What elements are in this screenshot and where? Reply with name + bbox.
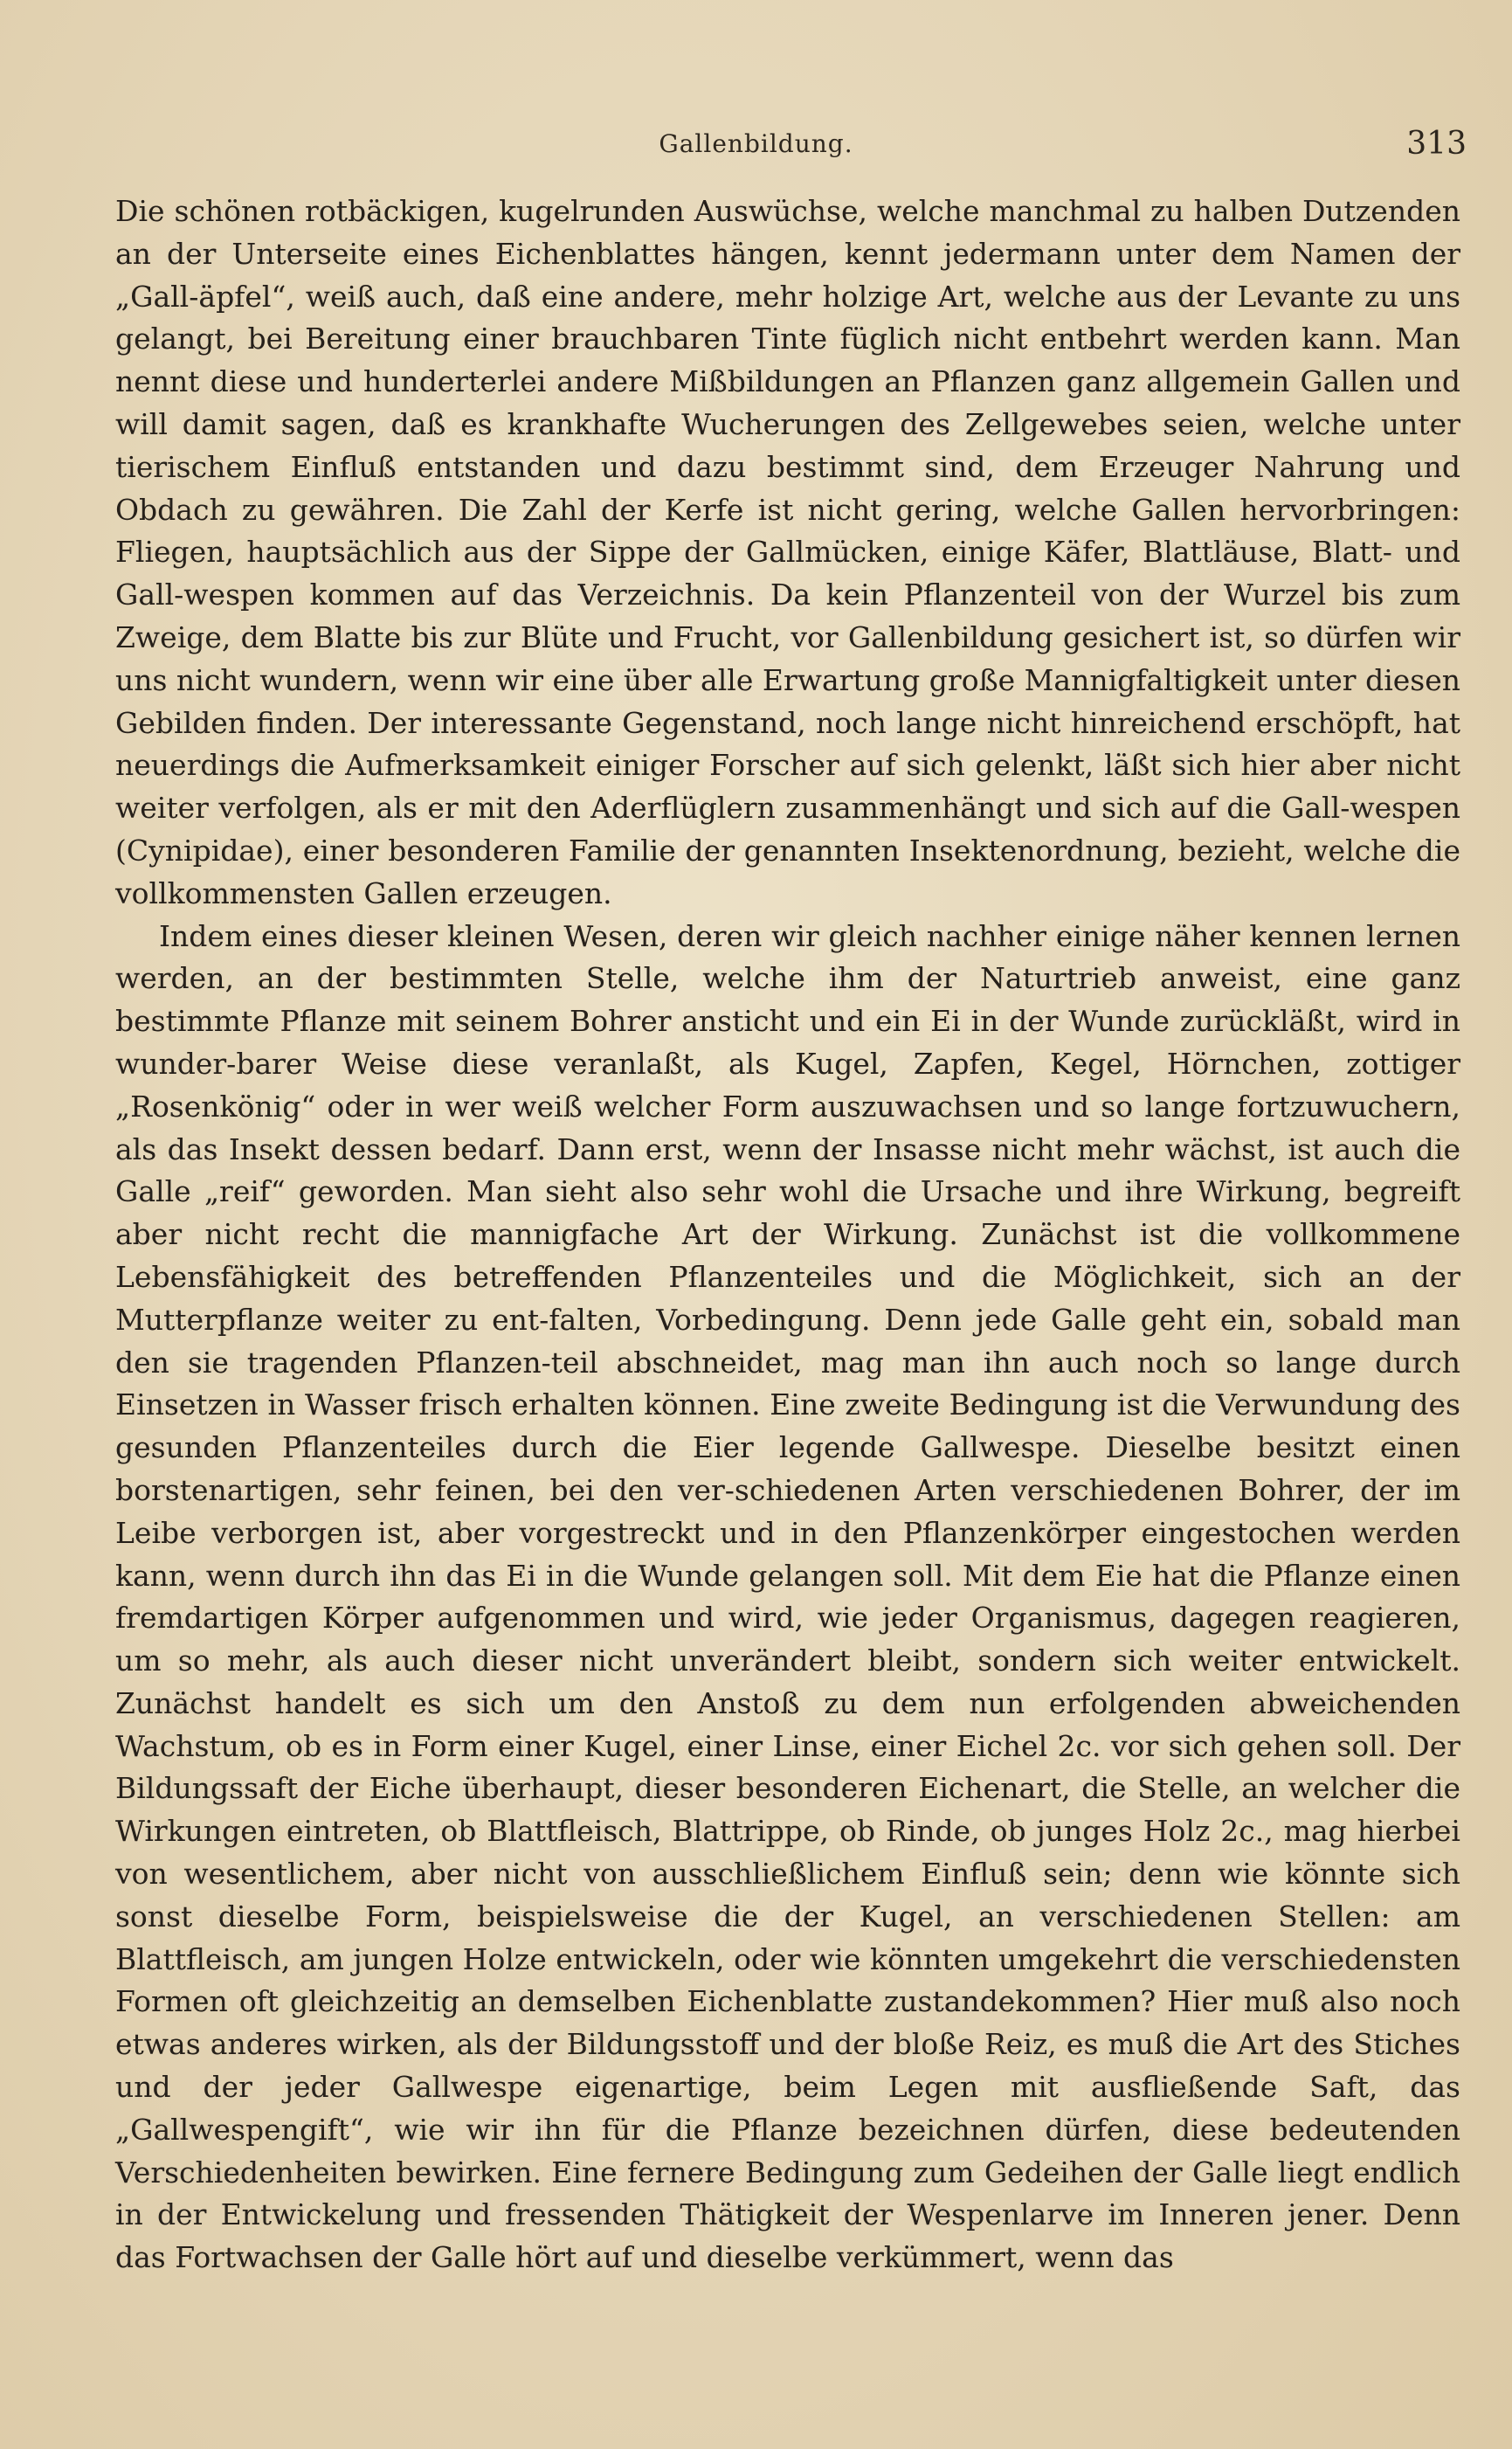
page-number: 313	[1406, 126, 1467, 162]
paragraph-1: Die schönen rotbäckigen, kugelrunden Auswüchse, welche manchmal zu halben Dutzenden an der Unterseite eines Eichenblattes hängen, kennt jedermann unter dem Namen der „Gall‐äpfel“, weiß auch, daß eine andere, mehr holzige Art, welche aus der Levante zu uns gelangt, bei Bereitung einer brauchbaren Tinte füglich nicht entbehrt werden kann. Man nennt diese und hunderterlei andere Mißbildungen an Pflanzen ganz allgemein Gallen und will damit sagen, daß es krankhafte Wucherungen des Zellgewebes seien, welche unter tierischem Einfluß entstanden und dazu bestimmt sind, dem Erzeuger Nahrung und Obdach zu gewähren. Die Zahl der Kerfe ist nicht gering, welche Gallen hervorbringen: Fliegen, hauptsächlich aus der Sippe der Gallmücken, einige Käfer, Blattläuse, Blatt‐ und Gall‐wespen kommen auf das Verzeichnis. Da kein Pflanzenteil von der Wurzel bis zum Zweige, dem Blatte bis zur Blüte und Frucht, vor Gallenbildung gesichert ist, so dürfen wir uns nicht wundern, wenn wir eine über alle Erwartung große Mannigfaltigkeit unter diesen Gebilden finden. Der interessante Gegenstand, noch lange nicht hinreichend erschöpft, hat neuerdings die Aufmerksamkeit einiger Forscher auf sich gelenkt, läßt sich hier aber nicht weiter verfolgen, als er mit den Aderflüglern zusammenhängt und sich auf die Gall‐wespen (Cynipidae), einer besonderen Familie der genannten Insektenordnung, bezieht, welche die vollkommensten Gallen erzeugen.	[115, 194, 1460, 910]
page-header	[0, 126, 1512, 169]
running-head: Gallenbildung.	[659, 129, 853, 158]
paragraph-2: Indem eines dieser kleinen Wesen, deren wir gleich nachher einige näher kennen lernen werden, an der bestimmten Stelle, welche ihm der Naturtrieb anweist, eine ganz bestimmte Pflanze mit seinem Bohrer ansticht und ein Ei in der Wunde zurückläßt, wird in wunder‐barer Weise diese veranlaßt, als Kugel, Zapfen, Kegel, Hörnchen, zottiger „Rosenkönig“ oder in wer weiß welcher Form auszuwachsen und so lange fortzuwuchern, als das Insekt dessen bedarf. Dann erst, wenn der Insasse nicht mehr wächst, ist auch die Galle „reif“ geworden. Man sieht also sehr wohl die Ursache und ihre Wirkung, begreift aber nicht recht die mannigfache Art der Wirkung. Zunächst ist die vollkommene Lebensfähigkeit des betreffenden Pflanzenteiles und die Möglichkeit, sich an der Mutterpflanze weiter zu ent‐falten, Vorbedingung. Denn jede Galle geht ein, sobald man den sie tragenden Pflanzen‐teil abschneidet, mag man ihn auch noch so lange durch Einsetzen in Wasser frisch erhalten können. Eine zweite Bedingung ist die Verwundung des gesunden Pflanzenteiles durch die Eier legende Gallwespe. Dieselbe besitzt einen borstenartigen, sehr feinen, bei den ver‐schiedenen Arten verschiedenen Bohrer, der im Leibe verborgen ist, aber vorgestreckt und in den Pflanzenkörper eingestochen werden kann, wenn durch ihn das Ei in die Wunde gelangen soll. Mit dem Eie hat die Pflanze einen fremdartigen Körper aufgenommen und wird, wie jeder Organismus, dagegen reagieren, um so mehr, als auch dieser nicht unverändert bleibt, sondern sich weiter entwickelt. Zunächst handelt es sich um den Anstoß zu dem nun erfolgenden abweichenden Wachstum, ob es in Form einer Kugel, einer Linse, einer Eichel 2c. vor sich gehen soll. Der Bildungssaft der Eiche überhaupt, dieser besonderen Eichenart, die Stelle, an welcher die Wirkungen eintreten, ob Blattfleisch, Blattrippe, ob Rinde, ob junges Holz 2c., mag hierbei von wesentlichem, aber nicht von ausschließlichem Einfluß sein; denn wie könnte sich sonst dieselbe Form, beispielsweise die der Kugel, an verschiedenen Stellen: am Blattfleisch, am jungen Holze entwickeln, oder wie könnten umgekehrt die verschiedensten Formen oft gleichzeitig an demselben Eichenblatte zustandekommen? Hier muß also noch etwas anderes wirken, als der Bildungsstoff und der bloße Reiz, es muß die Art des Stiches und der jeder Gallwespe eigenartige, beim Legen mit ausfließende Saft, das „Gallwespengift“, wie wir ihn für die Pflanze bezeichnen dürfen, diese bedeutenden Verschiedenheiten bewirken. Eine fernere Bedingung zum Gedeihen der Galle liegt endlich in der Entwickelung und fressenden Thätigkeit der Wespenlarve im Inneren jener. Denn das Fortwachsen der Galle hört auf und dieselbe verkümmert, wenn das	[115, 918, 1460, 2275]
body-text	[115, 190, 1460, 2280]
